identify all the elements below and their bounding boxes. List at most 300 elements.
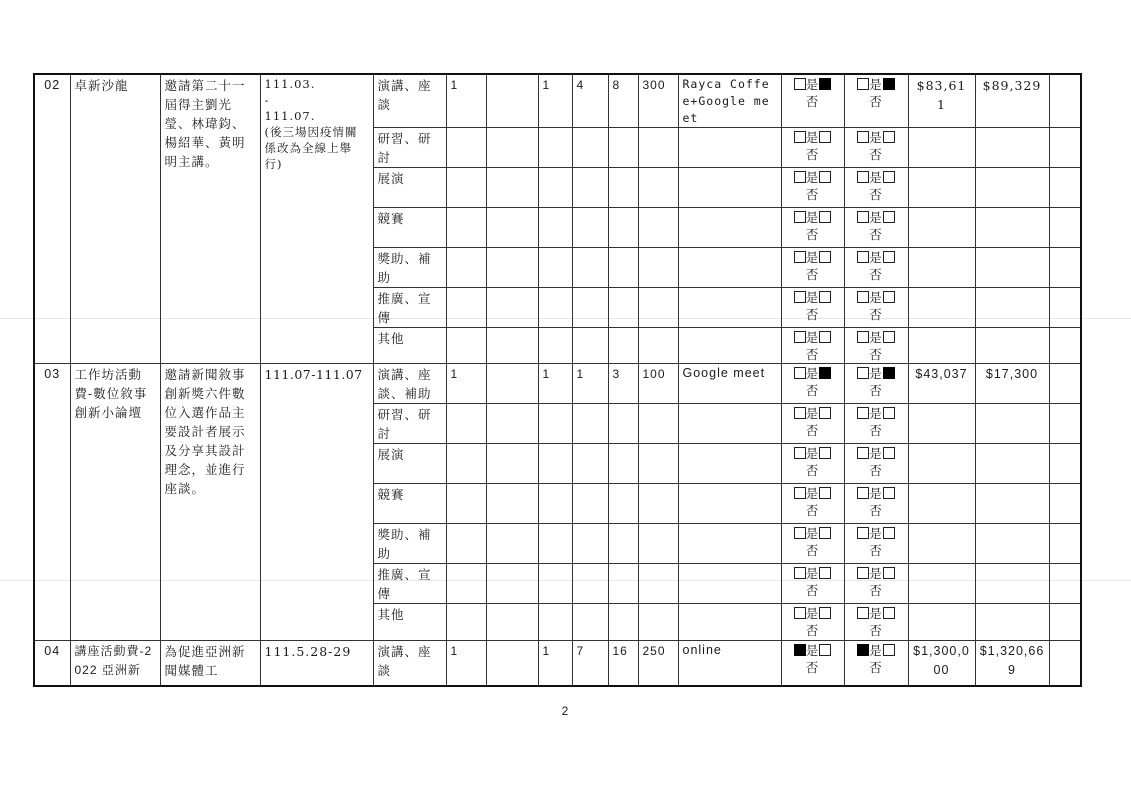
checkbox-no-label: 否: [805, 543, 820, 558]
checkbox-yes-label: 是: [869, 210, 883, 225]
count-cell: [608, 208, 638, 248]
checkbox-yes-label: 是: [805, 170, 820, 185]
amount-cell: $83,611: [908, 74, 975, 128]
checkbox-yes[interactable]: [794, 447, 806, 459]
checkbox-no-label: 否: [869, 227, 883, 242]
empty-cell: [1049, 484, 1081, 524]
count-cell: [572, 128, 608, 168]
count-cell: [446, 484, 486, 524]
empty-cell: [1049, 641, 1081, 686]
checkbox-yes-label: 是: [869, 446, 883, 461]
checkbox-yes[interactable]: [794, 211, 806, 223]
activity-date: 111.03. - 111.07. (後三場因疫情關係改為全線上舉行): [260, 74, 373, 364]
checkbox-cell[interactable]: [781, 641, 844, 686]
amount-cell: [975, 444, 1049, 484]
empty-cell: [1049, 564, 1081, 604]
count-cell: [538, 524, 572, 564]
checkbox-cell[interactable]: [844, 564, 908, 604]
count-cell: [486, 328, 538, 364]
checkbox-cell[interactable]: [844, 364, 908, 404]
venue-cell: online: [678, 641, 781, 686]
checkbox-yes[interactable]: [857, 607, 869, 619]
count-cell: [486, 248, 538, 288]
activity-type: 推廣、宣傳: [373, 564, 446, 604]
amount-cell: [908, 208, 975, 248]
activity-type: 其他: [373, 328, 446, 364]
venue-cell: Rayca Coffee+Google meet: [678, 74, 781, 128]
count-cell: [638, 604, 678, 641]
checkbox-yes[interactable]: [857, 131, 869, 143]
checkbox-yes-label: 是: [869, 330, 883, 345]
checkbox-no[interactable]: [819, 567, 831, 579]
checkbox-no[interactable]: [819, 367, 831, 379]
activity-type: 展演: [373, 444, 446, 484]
empty-cell: [1049, 74, 1081, 128]
activity-type: 推廣、宣傳: [373, 288, 446, 328]
checkbox-no-label: 否: [869, 423, 883, 438]
checkbox-no-label: 否: [869, 94, 883, 109]
count-cell: [572, 564, 608, 604]
checkbox-yes[interactable]: [857, 567, 869, 579]
amount-cell: [975, 564, 1049, 604]
count-cell: [572, 444, 608, 484]
empty-cell: [1049, 168, 1081, 208]
empty-cell: [1049, 524, 1081, 564]
activity-description: 邀請新聞敘事創新獎六件數位入選作品主要設計者展示及分享其設計理念，並進行座談。: [160, 364, 260, 641]
checkbox-yes-label: 是: [869, 566, 883, 581]
count-cell: [608, 484, 638, 524]
checkbox-yes[interactable]: [857, 367, 869, 379]
checkbox-no-label: 否: [869, 503, 883, 518]
checkbox-no[interactable]: [819, 131, 831, 143]
checkbox-yes[interactable]: [857, 527, 869, 539]
count-cell: [538, 208, 572, 248]
empty-cell: [1049, 208, 1081, 248]
checkbox-cell[interactable]: [781, 74, 844, 128]
activity-type: 演講、座談: [373, 74, 446, 128]
checkbox-yes-label: 是: [805, 210, 820, 225]
checkbox-no[interactable]: [819, 291, 831, 303]
checkbox-yes[interactable]: [794, 131, 806, 143]
empty-cell: [1049, 444, 1081, 484]
empty-cell: [1049, 604, 1081, 641]
activity-type: 獎助、補助: [373, 248, 446, 288]
checkbox-no[interactable]: [883, 291, 895, 303]
checkbox-no-label: 否: [805, 583, 820, 598]
amount-cell: [975, 208, 1049, 248]
checkbox-yes[interactable]: [857, 291, 869, 303]
checkbox-yes[interactable]: [794, 527, 806, 539]
checkbox-yes-label: 是: [805, 486, 820, 501]
checkbox-yes[interactable]: [794, 644, 806, 656]
checkbox-yes[interactable]: [794, 407, 806, 419]
checkbox-no[interactable]: [883, 211, 895, 223]
checkbox-no[interactable]: [883, 251, 895, 263]
amount-cell: $89,329: [975, 74, 1049, 128]
amount-cell: [975, 168, 1049, 208]
checkbox-cell[interactable]: [781, 484, 844, 524]
checkbox-yes[interactable]: [857, 487, 869, 499]
count-cell: [538, 484, 572, 524]
count-cell: 1: [538, 641, 572, 686]
checkbox-yes[interactable]: [794, 78, 806, 90]
count-cell: [538, 444, 572, 484]
count-cell: [446, 248, 486, 288]
empty-cell: [1049, 248, 1081, 288]
checkbox-no-label: 否: [869, 187, 883, 202]
amount-cell: [908, 168, 975, 208]
venue-cell: [678, 168, 781, 208]
count-cell: [446, 168, 486, 208]
checkbox-yes-label: 是: [869, 486, 883, 501]
amount-cell: $1,300,000: [908, 641, 975, 686]
checkbox-no[interactable]: [883, 331, 895, 343]
count-cell: [572, 168, 608, 208]
checkbox-no[interactable]: [883, 131, 895, 143]
checkbox-no[interactable]: [883, 407, 895, 419]
count-cell: [572, 404, 608, 444]
checkbox-yes-label: 是: [869, 643, 883, 658]
checkbox-yes-label: 是: [869, 526, 883, 541]
checkbox-yes-label: 是: [869, 170, 883, 185]
checkbox-cell[interactable]: [781, 128, 844, 168]
amount-cell: [908, 404, 975, 444]
checkbox-no[interactable]: [883, 567, 895, 579]
checkbox-cell[interactable]: [781, 288, 844, 328]
count-cell: [638, 288, 678, 328]
count-cell: [486, 484, 538, 524]
checkbox-cell[interactable]: [844, 604, 908, 641]
checkbox-cell[interactable]: [781, 444, 844, 484]
activity-type: 其他: [373, 604, 446, 641]
count-cell: [638, 404, 678, 444]
checkbox-cell[interactable]: [844, 404, 908, 444]
venue-cell: [678, 444, 781, 484]
checkbox-yes-label: 是: [805, 606, 820, 621]
amount-cell: $1,320,669: [975, 641, 1049, 686]
checkbox-yes-label: 是: [805, 643, 820, 658]
venue-cell: [678, 404, 781, 444]
count-cell: [572, 524, 608, 564]
amount-cell: [908, 248, 975, 288]
empty-cell: [1049, 328, 1081, 364]
checkbox-yes[interactable]: [857, 644, 869, 656]
checkbox-yes[interactable]: [857, 407, 869, 419]
checkbox-no[interactable]: [883, 78, 895, 90]
count-cell: [638, 248, 678, 288]
count-cell: [486, 288, 538, 328]
amount-cell: [975, 404, 1049, 444]
checkbox-yes[interactable]: [794, 607, 806, 619]
row-id: 02: [34, 74, 70, 364]
activity-type: 展演: [373, 168, 446, 208]
activity-type: 演講、座談: [373, 641, 446, 686]
checkbox-no[interactable]: [819, 251, 831, 263]
activity-table: [33, 73, 1082, 687]
checkbox-no-label: 否: [805, 227, 820, 242]
count-cell: [538, 248, 572, 288]
count-cell: [486, 208, 538, 248]
checkbox-no-label: 否: [805, 423, 820, 438]
checkbox-cell[interactable]: [781, 168, 844, 208]
checkbox-no[interactable]: [883, 367, 895, 379]
count-cell: [572, 328, 608, 364]
count-cell: 1: [538, 364, 572, 404]
checkbox-no-label: 否: [869, 383, 883, 398]
count-cell: [608, 444, 638, 484]
checkbox-yes[interactable]: [857, 78, 869, 90]
checkbox-yes-label: 是: [869, 606, 883, 621]
checkbox-cell[interactable]: [844, 128, 908, 168]
count-cell: [638, 524, 678, 564]
count-cell: [486, 524, 538, 564]
checkbox-cell[interactable]: [844, 524, 908, 564]
checkbox-cell[interactable]: [844, 641, 908, 686]
checkbox-yes-label: 是: [805, 130, 820, 145]
count-cell: [486, 404, 538, 444]
checkbox-cell[interactable]: [781, 404, 844, 444]
count-cell: [486, 564, 538, 604]
checkbox-yes-label: 是: [805, 250, 820, 265]
count-cell: [572, 288, 608, 328]
count-cell: [446, 564, 486, 604]
count-cell: 1: [446, 364, 486, 404]
count-cell: [446, 404, 486, 444]
checkbox-cell[interactable]: [844, 328, 908, 364]
venue-cell: [678, 208, 781, 248]
checkbox-no-label: 否: [869, 463, 883, 478]
checkbox-cell[interactable]: [844, 74, 908, 128]
checkbox-no-label: 否: [805, 660, 820, 675]
count-cell: [638, 328, 678, 364]
amount-cell: [908, 604, 975, 641]
row-id: 03: [34, 364, 70, 641]
count-cell: [638, 484, 678, 524]
checkbox-no-label: 否: [869, 660, 883, 675]
venue-cell: [678, 564, 781, 604]
venue-cell: [678, 524, 781, 564]
count-cell: [486, 641, 538, 686]
checkbox-no[interactable]: [883, 447, 895, 459]
count-cell: [446, 444, 486, 484]
empty-cell: [1049, 128, 1081, 168]
checkbox-yes-label: 是: [869, 290, 883, 305]
count-cell: [608, 128, 638, 168]
checkbox-cell[interactable]: [844, 168, 908, 208]
checkbox-no-label: 否: [869, 347, 883, 362]
checkbox-cell[interactable]: [781, 208, 844, 248]
amount-cell: [908, 524, 975, 564]
table-row: [34, 641, 1081, 686]
checkbox-yes[interactable]: [794, 251, 806, 263]
checkbox-no[interactable]: [883, 487, 895, 499]
checkbox-yes[interactable]: [794, 331, 806, 343]
checkbox-no-label: 否: [805, 463, 820, 478]
checkbox-yes-label: 是: [805, 406, 820, 421]
count-cell: 1: [538, 74, 572, 128]
count-cell: [608, 564, 638, 604]
checkbox-yes-label: 是: [869, 406, 883, 421]
checkbox-no[interactable]: [819, 644, 831, 656]
count-cell: [638, 444, 678, 484]
count-cell: 250: [638, 641, 678, 686]
checkbox-yes-label: 是: [805, 526, 820, 541]
count-cell: [538, 168, 572, 208]
count-cell: 4: [572, 74, 608, 128]
checkbox-no[interactable]: [883, 527, 895, 539]
count-cell: 1: [446, 641, 486, 686]
checkbox-no[interactable]: [819, 78, 831, 90]
count-cell: [486, 604, 538, 641]
venue-cell: [678, 128, 781, 168]
checkbox-yes[interactable]: [857, 331, 869, 343]
amount-cell: [975, 328, 1049, 364]
checkbox-no-label: 否: [805, 623, 820, 638]
checkbox-yes[interactable]: [857, 171, 869, 183]
count-cell: [638, 128, 678, 168]
checkbox-cell[interactable]: [781, 524, 844, 564]
count-cell: [608, 604, 638, 641]
count-cell: [538, 128, 572, 168]
count-cell: [538, 564, 572, 604]
venue-cell: Google meet: [678, 364, 781, 404]
checkbox-yes[interactable]: [857, 211, 869, 223]
checkbox-cell[interactable]: [844, 288, 908, 328]
checkbox-yes[interactable]: [794, 367, 806, 379]
count-cell: [608, 168, 638, 208]
activity-date: 111.07-111.07: [260, 364, 373, 641]
table-row: [34, 74, 1081, 128]
count-cell: [608, 404, 638, 444]
count-cell: 16: [608, 641, 638, 686]
checkbox-cell[interactable]: [844, 208, 908, 248]
count-cell: [486, 168, 538, 208]
venue-cell: [678, 248, 781, 288]
checkbox-yes[interactable]: [794, 487, 806, 499]
count-cell: 100: [638, 364, 678, 404]
checkbox-yes-label: 是: [805, 330, 820, 345]
checkbox-cell[interactable]: [781, 248, 844, 288]
checkbox-no-label: 否: [805, 503, 820, 518]
count-cell: 1: [572, 364, 608, 404]
amount-cell: $43,037: [908, 364, 975, 404]
count-cell: [572, 248, 608, 288]
checkbox-no-label: 否: [805, 147, 820, 162]
checkbox-cell[interactable]: [844, 444, 908, 484]
count-cell: [608, 288, 638, 328]
count-cell: [638, 564, 678, 604]
row-id: 04: [34, 641, 70, 686]
checkbox-yes-label: 是: [805, 446, 820, 461]
count-cell: [538, 328, 572, 364]
empty-cell: [1049, 288, 1081, 328]
count-cell: [446, 208, 486, 248]
checkbox-yes[interactable]: [857, 447, 869, 459]
checkbox-no[interactable]: [819, 211, 831, 223]
checkbox-no[interactable]: [819, 331, 831, 343]
count-cell: [572, 484, 608, 524]
checkbox-yes[interactable]: [857, 251, 869, 263]
checkbox-no-label: 否: [869, 307, 883, 322]
checkbox-yes[interactable]: [794, 171, 806, 183]
amount-cell: [975, 604, 1049, 641]
checkbox-no-label: 否: [805, 347, 820, 362]
count-cell: [538, 288, 572, 328]
amount-cell: [975, 248, 1049, 288]
checkbox-no[interactable]: [883, 607, 895, 619]
checkbox-yes-label: 是: [805, 290, 820, 305]
count-cell: [572, 604, 608, 641]
count-cell: 3: [608, 364, 638, 404]
checkbox-no-label: 否: [869, 267, 883, 282]
amount-cell: [908, 288, 975, 328]
count-cell: 300: [638, 74, 678, 128]
count-cell: [538, 604, 572, 641]
checkbox-no[interactable]: [883, 171, 895, 183]
checkbox-yes-label: 是: [869, 250, 883, 265]
checkbox-no-label: 否: [869, 583, 883, 598]
count-cell: 8: [608, 74, 638, 128]
amount-cell: [908, 128, 975, 168]
venue-cell: [678, 484, 781, 524]
checkbox-no[interactable]: [819, 171, 831, 183]
amount-cell: [908, 564, 975, 604]
count-cell: [638, 208, 678, 248]
checkbox-no[interactable]: [819, 447, 831, 459]
count-cell: 1: [446, 74, 486, 128]
checkbox-yes[interactable]: [794, 291, 806, 303]
amount-cell: [908, 328, 975, 364]
checkbox-cell[interactable]: [781, 364, 844, 404]
checkbox-cell[interactable]: [781, 564, 844, 604]
checkbox-yes-label: 是: [805, 77, 820, 92]
checkbox-yes-label: 是: [869, 77, 883, 92]
checkbox-no[interactable]: [819, 607, 831, 619]
checkbox-yes-label: 是: [869, 366, 883, 381]
checkbox-cell[interactable]: [844, 484, 908, 524]
checkbox-no[interactable]: [819, 407, 831, 419]
count-cell: [486, 444, 538, 484]
count-cell: [608, 524, 638, 564]
activity-type: 獎助、補助: [373, 524, 446, 564]
checkbox-no[interactable]: [883, 644, 895, 656]
activity-date: 111.5.28-29: [260, 641, 373, 686]
checkbox-yes[interactable]: [794, 567, 806, 579]
amount-cell: [975, 484, 1049, 524]
checkbox-yes-label: 是: [805, 366, 820, 381]
checkbox-no-label: 否: [805, 383, 820, 398]
activity-type: 競賽: [373, 208, 446, 248]
checkbox-cell[interactable]: [844, 248, 908, 288]
activity-name: 卓新沙龍: [70, 74, 160, 364]
count-cell: [486, 74, 538, 128]
count-cell: [446, 604, 486, 641]
amount-cell: [975, 288, 1049, 328]
checkbox-cell[interactable]: [781, 328, 844, 364]
empty-cell: [1049, 364, 1081, 404]
count-cell: 7: [572, 641, 608, 686]
activity-type: 競賽: [373, 484, 446, 524]
checkbox-no[interactable]: [819, 527, 831, 539]
checkbox-no-label: 否: [805, 94, 820, 109]
activity-name: 工作坊活動費-數位敘事創新小論壇: [70, 364, 160, 641]
count-cell: [446, 288, 486, 328]
checkbox-no[interactable]: [819, 487, 831, 499]
venue-cell: [678, 288, 781, 328]
checkbox-cell[interactable]: [781, 604, 844, 641]
venue-cell: [678, 328, 781, 364]
count-cell: [638, 168, 678, 208]
